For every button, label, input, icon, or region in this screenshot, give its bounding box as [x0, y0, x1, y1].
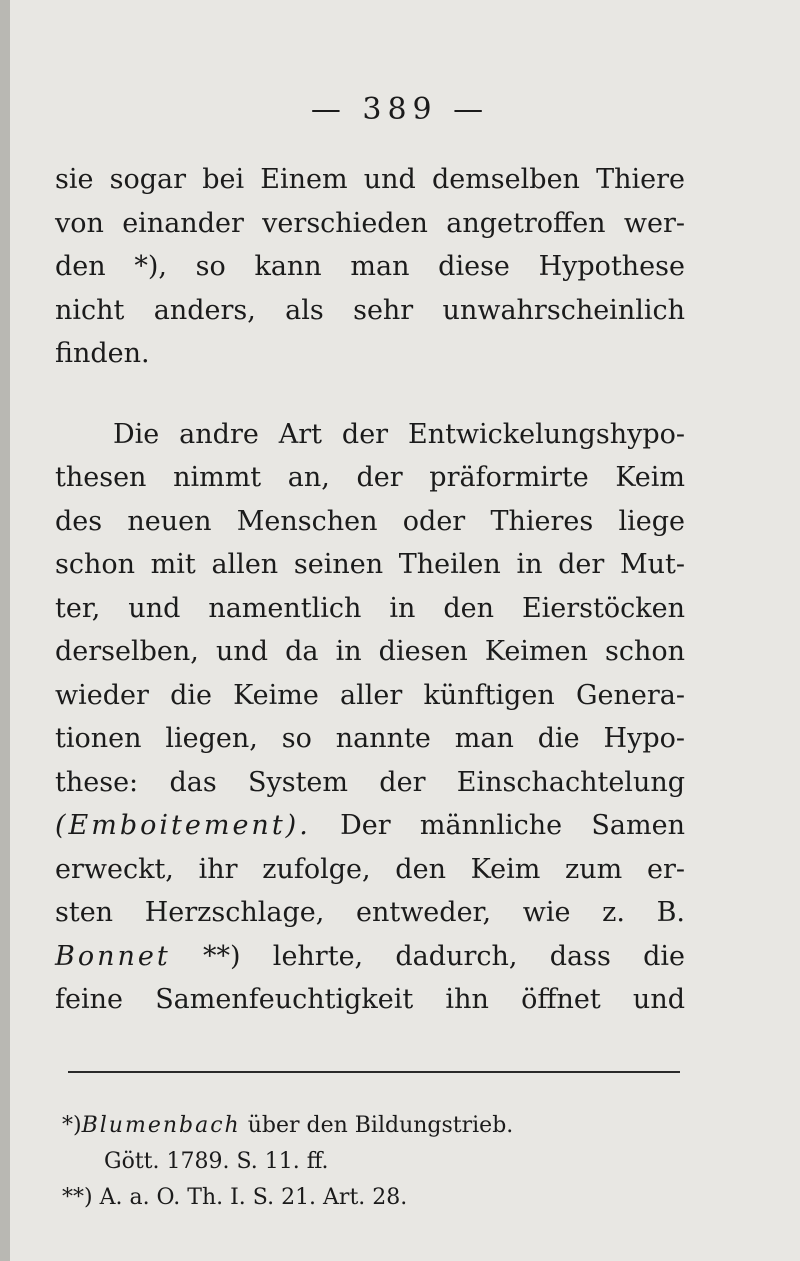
text-line: finden.: [55, 338, 150, 369]
paragraph-gap: [55, 376, 685, 413]
binding-edge: [0, 0, 10, 1261]
text-line: des neuen Menschen oder Thieres liege: [55, 505, 685, 537]
text-line: thesen nimmt an, der präformirte Keim: [55, 462, 685, 493]
text-line: these: das System der Einschachtelung: [55, 766, 685, 798]
text-line: schon mit allen seinen Theilen in der Mut-: [55, 549, 685, 580]
text-line: [55, 804, 685, 848]
text-line: ter, und namentlich in den Eierstöcken: [55, 592, 685, 624]
footnotes: [62, 1108, 682, 1216]
footnote-marker: *): [62, 1113, 82, 1138]
text-fragment: **) lehrte, dadurch, dass die: [170, 940, 685, 972]
footnote-rule: [68, 1071, 680, 1073]
italic-term: (Emboitement).: [55, 810, 311, 841]
text-line: feine Samenfeuchtigkeit ihn öffnet und: [55, 984, 685, 1015]
text-line: erweckt, ihr zufolge, den Keim zum er-: [55, 853, 685, 885]
italic-name: Bonnet: [55, 940, 171, 972]
footnote-1-continuation: Gött. 1789. S. 11. ff.: [104, 1149, 329, 1174]
page-number: — 389 —: [310, 92, 490, 127]
main-text: [55, 158, 685, 1022]
italic-author: Blumenbach: [81, 1113, 241, 1138]
text-line: von einander verschieden angetroffen wer-: [55, 207, 685, 239]
footnote-1: [62, 1108, 682, 1144]
text-line: sten Herzschlage, entweder, wie z. B.: [55, 897, 685, 928]
text-line: derselben, und da in diesen Keimen schon: [55, 636, 685, 667]
footnote-2: **) A. a. O. Th. I. S. 21. Art. 28.: [62, 1185, 408, 1210]
text-line: [55, 935, 685, 979]
text-line: wieder die Keime aller künftigen Genera-: [55, 679, 685, 711]
text-line: sie sogar bei Einem und demselben Thiere: [55, 164, 685, 195]
footnote-text: über den Bildungstrieb.: [240, 1113, 514, 1138]
text-line: den *), so kann man diese Hypothese: [55, 251, 685, 282]
text-fragment: Der männliche Samen: [310, 810, 685, 841]
text-line: nicht anders, als sehr unwahrscheinlich: [55, 294, 685, 326]
text-line: Die andre Art der Entwickelungshypo-: [113, 418, 685, 450]
text-line: tionen liegen, so nannte man die Hypo-: [55, 723, 685, 754]
